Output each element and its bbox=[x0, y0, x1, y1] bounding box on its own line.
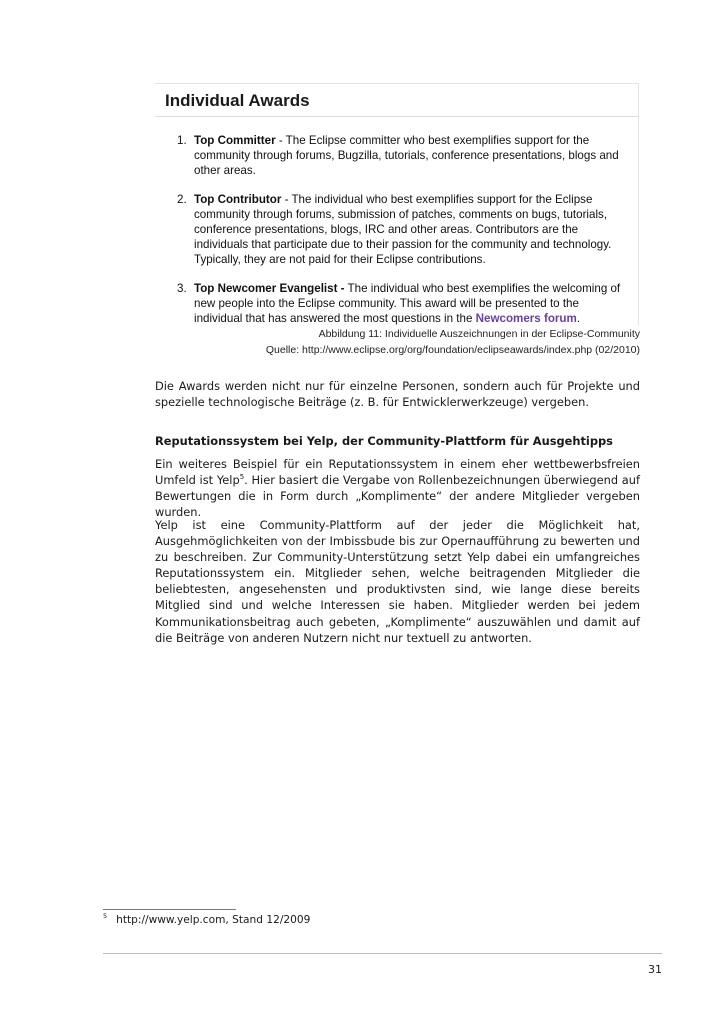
award-item bbox=[177, 192, 627, 268]
award-description-end: . bbox=[576, 312, 581, 326]
paragraph-yelp-platform: Yelp ist eine Community-Plattform auf der jeder die Möglichkeit hat, Ausgehmöglichkeiten von der Imbissbude bis zur Opernaufführung zu bewerten und zu beschreiben. Zur Community-Unterstützung setzt Yelp dabei ein umfangreiches Reputationssystem ein. Mitglieder sehen, welche beitragenden Mitglieder die beliebtesten, angesehensten und produktivsten sind, wie lange diese bereits Mitglied sind und welche Interessen sie haben. Mitglieder werden bei jedem Kommunikationsbeitrag auch gebeten, „Komplimente“ auszuwählen und damit auf die Beiträge von anderen Nutzern nicht nur textuell zu antworten. bbox=[155, 518, 640, 645]
paragraph-yelp-intro-b: . Hier basiert die Vergabe von Rollenbezeichnungen überwiegend auf Bewertungen die in Form durch „Komplimente“ der andere Mitglieder vergeben wurden. bbox=[155, 473, 640, 520]
paragraph-yelp-intro-a: Ein weiteres Beispiel für ein Reputationssystem in einem eher wettbewerbsfreien Umfeld ist Yelp bbox=[155, 457, 640, 488]
footnote-reference[interactable]: 5 bbox=[239, 473, 245, 482]
paragraph-yelp-intro bbox=[155, 456, 640, 520]
award-number: 3. bbox=[177, 281, 187, 295]
footnote-text: http://www.yelp.com, Stand 12/2009 bbox=[116, 914, 311, 926]
paragraph-awards: Die Awards werden nicht nur für einzelne Personen, sondern auch für Projekte und spezielle technologische Beiträge (z. B. für Entwicklerwerkzeuge) vergeben. bbox=[155, 379, 640, 410]
figure-divider bbox=[155, 116, 638, 117]
award-item bbox=[177, 133, 627, 179]
awards-screenshot-figure bbox=[155, 83, 639, 326]
award-item bbox=[177, 281, 627, 327]
figure-caption-source: Quelle: http://www.eclipse.org/org/foundation/eclipseawards/index.php (02/2010) bbox=[265, 344, 640, 356]
newcomers-forum-link[interactable]: Newcomers forum bbox=[475, 312, 577, 326]
footer-divider bbox=[103, 953, 662, 954]
award-description: - The individual who best exemplifies support for the Eclipse community through forums, submission of patches, comments on bugs, tutorials, conference presentations, blogs, IRC and other areas. Contributors are the individuals that participate due to their passion for the community and technology. Typically, they are not paid for their Eclipse contributions. bbox=[194, 192, 612, 267]
award-name: Top Contributor bbox=[194, 192, 282, 206]
section-heading: Reputationssystem bei Yelp, der Community-Plattform für Ausgehtipps bbox=[155, 434, 613, 448]
award-number: 2. bbox=[177, 192, 187, 206]
award-name: Top Committer bbox=[194, 134, 276, 147]
page-number: 31 bbox=[648, 963, 662, 976]
figure-caption-title: Abbildung 11: Individuelle Auszeichnungen in der Eclipse-Community bbox=[318, 328, 640, 340]
award-name: Top Newcomer Evangelist - bbox=[194, 281, 345, 295]
figure-title: Individual Awards bbox=[165, 91, 310, 110]
awards-list bbox=[177, 133, 627, 339]
award-description: - The Eclipse committer who best exemplifies support for the community through forums, Bugzilla, tutorials, conference presentations, blogs and other areas. bbox=[194, 134, 619, 178]
footnote bbox=[103, 914, 310, 926]
award-description: The individual who best exemplifies the welcoming of new people into the Eclipse community. This award will be presented to the individual that has answered the most questions in the bbox=[194, 281, 621, 326]
footnote-divider bbox=[103, 909, 236, 910]
footnote-mark: 5 bbox=[103, 912, 108, 921]
award-number: 1. bbox=[177, 134, 187, 147]
